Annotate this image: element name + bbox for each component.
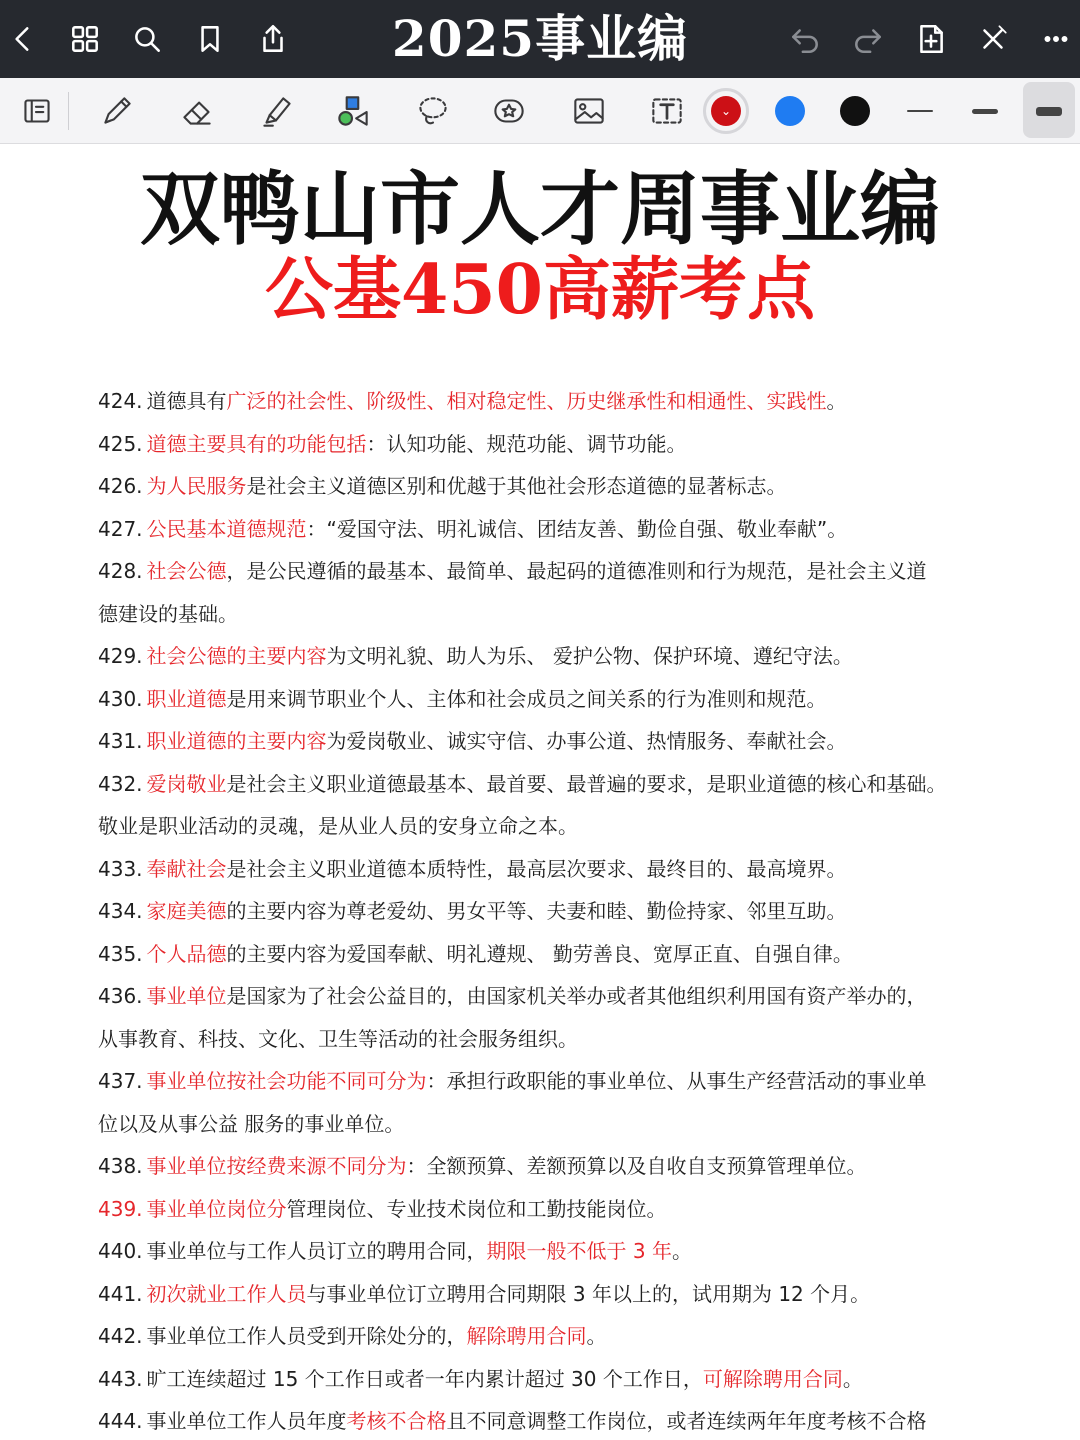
item-number: 437. [98,1069,143,1093]
list-item [98,933,998,976]
share-icon[interactable] [250,16,296,62]
highlighted-text: 社会公德的主要内容 [146,644,327,668]
list-item [98,1230,998,1273]
color-swatch-blue[interactable] [763,84,817,138]
thick-stroke-icon [1036,107,1062,116]
red-swatch: ⌄ [711,96,741,126]
item-number: 424. [98,389,143,413]
redo-icon[interactable] [845,16,891,62]
color-swatch-selected[interactable] [699,84,753,138]
item-number: 426. [98,474,143,498]
stroke-width-thick[interactable] [1022,84,1076,138]
item-text: 是用来调节职业个人、主体和社会成员之间关系的行为准则和规范。 [226,686,827,711]
highlighted-text: 职业道德的主要内容 [146,729,327,753]
item-text: ：承担行政职能的事业单位、从事生产经营活动的事业单 [426,1069,927,1093]
list-item-continuation [98,593,998,636]
thin-stroke-icon [907,110,933,112]
highlighted-text: 公民基本道德规范 [146,516,307,541]
item-text: 事业单位工作人员受到开除处分的， [146,1324,467,1348]
highlighted-text: 为人民服务 [146,474,247,498]
knowledge-point-list [98,380,998,1440]
item-number: 443. [98,1366,143,1391]
item-number: 428. [98,559,143,583]
image-icon[interactable] [562,84,616,138]
list-item [98,380,998,423]
list-item [98,1400,998,1440]
item-text: 是社会主义道德区别和优越于其他社会形态道德的显著标志。 [246,474,787,498]
grid-icon[interactable] [62,16,108,62]
item-text: 是社会主义职业道德本质特性，最高层次要求、最终目的、最高境界。 [226,856,847,881]
item-number: 435. [98,941,143,966]
selected-color-ring [703,88,749,134]
list-item [98,423,998,466]
item-text: 为文明礼貌、助人为乐、 爱护公物、保护环境、遵纪守法。 [326,644,853,668]
undo-icon[interactable] [782,16,828,62]
item-text: 位以及从事公益 服务的事业单位。 [98,1111,405,1136]
blue-swatch [775,96,805,126]
list-item [98,1188,998,1231]
list-item [98,465,998,508]
bookmark-icon[interactable] [187,16,233,62]
item-text: 道德具有 [146,389,227,413]
stroke-width-thin[interactable] [893,84,947,138]
list-item [98,890,998,933]
item-text: 。 [826,389,847,413]
list-item [98,550,998,593]
item-number: 444. [98,1409,143,1433]
item-number: 430. [98,686,143,711]
document-title: 2025事业编 [391,9,689,68]
item-number: 440. [98,1239,143,1263]
highlighted-text: 职业道德 [146,686,227,711]
highlighted-text: 奉献社会 [146,856,227,881]
item-number: 425. [98,431,143,456]
item-number: 442. [98,1324,143,1348]
more-icon[interactable] [1033,16,1079,62]
item-text: 。 [842,1366,863,1391]
highlighted-text: 期限一般不低于 3 年 [486,1239,672,1263]
highlighted-text: 考核不合格 [346,1409,447,1433]
search-icon[interactable] [124,16,170,62]
color-swatch-black[interactable] [828,84,882,138]
list-item [98,848,998,891]
close-icon[interactable] [970,16,1016,62]
highlighted-text: 事业单位按经费来源不同分为 [146,1154,407,1178]
highlighted-text: 解除聘用合同 [466,1324,587,1348]
item-text: ：认知功能、规范功能、调节功能。 [366,431,687,456]
item-text: ：“爱国守法、明礼诚信、团结友善、勤俭自强、敬业奉献”。 [306,516,848,541]
page-layout-icon[interactable] [10,84,64,138]
highlighted-text: 道德主要具有的功能包括 [146,431,367,456]
list-item-continuation [98,805,998,848]
item-text: ，是公民遵循的最基本、最简单、最起码的道德准则和行为规范，是社会主义道 [226,559,927,583]
list-item [98,635,998,678]
list-item [98,1060,998,1103]
item-number: 434. [98,899,143,923]
item-number: 427. [98,516,143,541]
highlighted-text: 爱岗敬业 [146,771,227,796]
lasso-icon[interactable] [406,84,460,138]
item-number: 431. [98,729,143,753]
highlighter-icon[interactable] [250,84,304,138]
highlighted-text: 事业单位 [146,984,227,1008]
list-item [98,508,998,551]
highlighted-text: 事业单位岗位分 [146,1196,287,1221]
item-text: 从事教育、科技、文化、卫生等活动的社会服务组织。 [98,1026,578,1051]
highlighted-text: 社会公德 [146,559,227,583]
list-item-continuation [98,1018,998,1061]
list-item [98,1358,998,1401]
list-item [98,1273,998,1316]
highlighted-text: 广泛的社会性、阶级性、相对稳定性、历史继承性和相通性、实践性 [226,389,827,413]
list-item [98,678,998,721]
text-box-icon[interactable] [640,84,694,138]
item-text: 管理岗位、专业技术岗位和工勤技能岗位。 [286,1196,667,1221]
top-navigation-bar [0,0,1080,78]
item-number: 441. [98,1281,143,1306]
item-text: 事业单位与工作人员订立的聘用合同， [146,1239,487,1263]
item-text: 为爱岗敬业、诚实守信、办事公道、热情服务、奉献社会。 [326,729,847,753]
stroke-width-medium[interactable] [958,84,1012,138]
list-item-continuation [98,1103,998,1146]
page-subtitle: 公基450高薪考点 [265,250,815,330]
list-item [98,720,998,763]
list-item [98,975,998,1018]
item-text: 是国家为了社会公益目的，由国家机关举办或者其他组织利用国有资产举办的， [226,984,927,1008]
item-text: ：全额预算、差额预算以及自收自支预算管理单位。 [406,1154,867,1178]
item-text: 事业单位工作人员年度 [146,1409,347,1433]
sticker-icon[interactable] [482,84,536,138]
highlighted-text: 家庭美德 [146,899,227,923]
page-title: 双鸭山市人才周事业编 [140,163,940,256]
item-number: 436. [98,984,143,1008]
drawing-toolbar [0,78,1080,144]
item-number: 432. [98,771,143,796]
item-text: 。 [671,1239,692,1263]
highlighted-text: 可解除聘用合同 [702,1366,843,1391]
list-item [98,763,998,806]
item-text: 与事业单位订立聘用合同期限 3 年以上的，试用期为 12 个月。 [306,1281,871,1306]
eraser-icon[interactable] [170,84,224,138]
item-text: 的主要内容为爱国奉献、明礼遵规、 勤劳善良、宽厚正直、自强自律。 [226,941,853,966]
item-text: 。 [586,1324,607,1348]
medium-stroke-icon [972,109,998,114]
add-page-icon[interactable] [908,16,954,62]
shapes-icon[interactable] [326,84,380,138]
highlighted-text: 个人品德 [146,941,227,966]
back-chevron-icon[interactable] [0,16,46,62]
item-text: 的主要内容为尊老爱幼、男女平等、夫妻和睦、勤俭持家、邻里互助。 [226,899,847,923]
item-text: 是社会主义职业道德最基本、最首要、最普遍的要求，是职业道德的核心和基础。 [226,771,947,796]
item-text: 且不同意调整工作岗位，或者连续两年年度考核不合格 [446,1409,927,1433]
item-number: 438. [98,1154,143,1178]
highlighted-text: 初次就业工作人员 [146,1281,307,1306]
item-number: 433. [98,856,143,881]
item-text: 旷工连续超过 15 个工作日或者一年内累计超过 30 个工作日， [146,1366,703,1391]
list-item [98,1145,998,1188]
item-number: 429. [98,644,143,668]
pen-icon[interactable] [90,84,144,138]
list-item [98,1315,998,1358]
highlighted-text: 事业单位按社会功能不同可分为 [146,1069,427,1093]
item-text: 敬业是职业活动的灵魂，是从业人员的安身立命之本。 [98,814,578,838]
item-number: 439. [98,1196,143,1221]
item-text: 德建设的基础。 [98,601,238,626]
toolbar-divider [68,92,69,130]
black-swatch [840,96,870,126]
